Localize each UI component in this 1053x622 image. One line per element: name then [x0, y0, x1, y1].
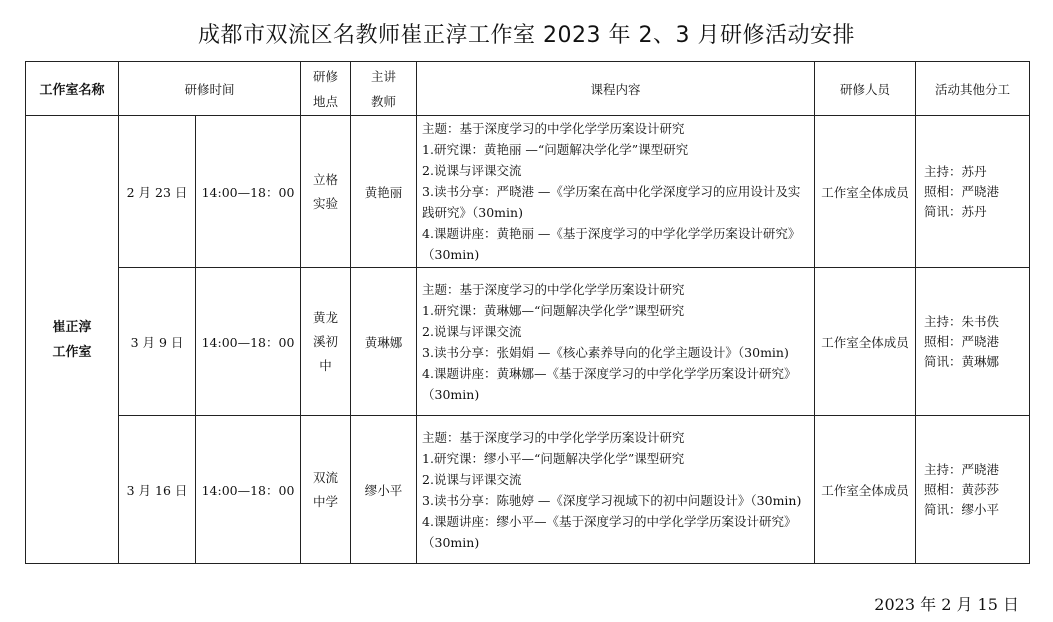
content-cell — [417, 268, 815, 416]
content-line: 1.研究课：缪小平—“问题解决学化学”课型研究 — [422, 450, 685, 466]
teacher-cell: 黄琳娜 — [351, 268, 417, 416]
studio-name-cell: 崔正淳 工作室 — [26, 116, 119, 564]
header-participants: 研修人员 — [815, 62, 916, 116]
content-cell — [417, 416, 815, 564]
participants-cell: 工作室全体成员 — [815, 416, 916, 564]
teacher-cell: 黄艳丽 — [351, 116, 417, 268]
header-time: 研修时间 — [119, 62, 301, 116]
header-content: 课程内容 — [417, 62, 815, 116]
content-line: 3.读书分享：张娟娟 —《核心素养导向的化学主题设计》（30min) — [422, 344, 789, 360]
content-line: 3.读书分享：陈驰婷 —《深度学习视域下的初中问题设计》（30min) — [422, 492, 802, 508]
roles-cell: 主持：严晓港 照相：黄莎莎 简讯：缪小平 — [916, 416, 1030, 564]
header-roles: 活动其他分工 — [916, 62, 1030, 116]
content-line: 4.课题讲座：缪小平—《基于深度学习的中学化学学历案设计研究》（30min) — [422, 513, 797, 550]
participants-cell: 工作室全体成员 — [815, 116, 916, 268]
location-cell: 黄龙 溪初 中 — [301, 268, 351, 416]
schedule-table — [25, 61, 1030, 564]
roles-cell: 主持：苏丹 照相：严晓港 简讯：苏丹 — [916, 116, 1030, 268]
page-title: 成都市双流区名教师崔正淳工作室 2023 年 2、3 月研修活动安排 — [198, 23, 855, 48]
participants-cell: 工作室全体成员 — [815, 268, 916, 416]
content-line: 2.说课与评课交流 — [422, 163, 522, 178]
header-row — [26, 62, 1030, 116]
time-cell: 14:00—18：00 — [196, 116, 301, 268]
location-cell: 立格 实验 — [301, 116, 351, 268]
content-line: 4.课题讲座：黄琳娜—《基于深度学习的中学化学学历案设计研究》（30min) — [422, 365, 797, 402]
content-line: 主题：基于深度学习的中学化学学历案设计研究 — [422, 429, 685, 445]
content-line: 3.读书分享：严晓港 —《学历案在高中化学深度学习的应用设计及实践研究》（30min) — [422, 184, 801, 220]
time-cell: 14:00—18：00 — [196, 268, 301, 416]
content-line: 1.研究课：黄艳丽 —“问题解决学化学”课型研究 — [422, 142, 689, 157]
table-row — [26, 268, 1030, 416]
table-row — [26, 416, 1030, 564]
date-cell: 2 月 23 日 — [119, 116, 196, 268]
content-line: 2.说课与评课交流 — [422, 323, 522, 339]
content-line: 主题：基于深度学习的中学化学学历案设计研究 — [422, 281, 685, 297]
roles-cell: 主持：朱书佚 照相：严晓港 简讯：黄琳娜 — [916, 268, 1030, 416]
date-cell: 3 月 9 日 — [119, 268, 196, 416]
content-line: 1.研究课：黄琳娜—“问题解决学化学”课型研究 — [422, 302, 685, 318]
header-teacher: 主讲 教师 — [351, 62, 417, 116]
content-cell — [417, 116, 815, 268]
date-cell: 3 月 16 日 — [119, 416, 196, 564]
teacher-cell: 缪小平 — [351, 416, 417, 564]
time-cell: 14:00—18：00 — [196, 416, 301, 564]
content-line: 2.说课与评课交流 — [422, 471, 522, 487]
header-studio-name: 工作室名称 — [26, 62, 119, 116]
location-cell: 双流 中学 — [301, 416, 351, 564]
footer-date: 2023 年 2 月 15 日 — [874, 595, 1019, 614]
content-line: 主题：基于深度学习的中学化学学历案设计研究 — [422, 121, 685, 136]
content-line: 4.课题讲座：黄艳丽 —《基于深度学习的中学化学学历案设计研究》（30min) — [422, 226, 801, 262]
header-location: 研修 地点 — [301, 62, 351, 116]
table-row — [26, 116, 1030, 268]
